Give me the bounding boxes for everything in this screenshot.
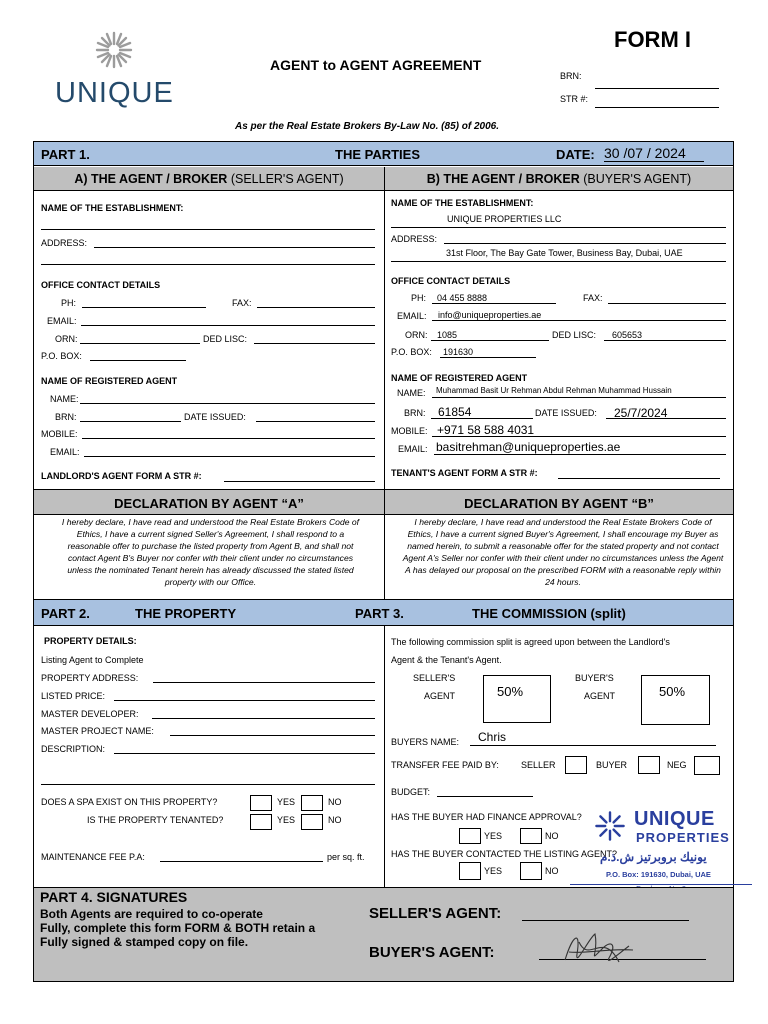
stamp-arabic: يونيك بروبرتيز ش.ذ.م [600,850,707,864]
maintenance-label: MAINTENANCE FEE P.A: [41,852,145,862]
b-date-issued-label: DATE ISSUED: [535,408,597,418]
tenanted-label: IS THE PROPERTY TENANTED? [87,815,224,825]
a-email-field[interactable] [81,325,375,326]
a-mobile-field[interactable] [82,438,375,439]
a-registered-agent-label: NAME OF REGISTERED AGENT [41,376,178,386]
b-agent-email-label: EMAIL: [398,444,428,454]
stamp-sunburst-icon [594,810,626,842]
seller-signature-field[interactable] [522,920,689,921]
spa-label: DOES A SPA EXIST ON THIS PROPERTY? [41,797,218,807]
a-email-label: EMAIL: [47,316,77,326]
a-pobox-label: P.O. BOX: [41,351,82,361]
a-fax-field[interactable] [257,307,375,308]
buyers-name-value: Chris [478,730,507,744]
a-pobox-field[interactable] [90,360,186,361]
maintenance-field[interactable] [160,861,323,862]
b-ph-value: 04 455 8888 [437,293,488,303]
listed-price-field[interactable] [114,700,375,701]
buyer-agent-label-2: AGENT [584,691,616,701]
form-label: FORM I [614,27,691,52]
contacted-yes-checkbox[interactable] [459,862,481,880]
a-form-str-field[interactable] [224,481,375,482]
b-name-field[interactable] [432,397,726,398]
a-ded-label: DED LISC: [203,334,248,344]
transfer-seller-checkbox[interactable] [565,756,587,774]
a-address-label: ADDRESS: [41,238,88,248]
declaration-a-band [34,489,384,515]
str-label: STR #: [560,94,589,104]
transfer-buyer-label: BUYER [596,760,628,770]
a-agent-email-field[interactable] [84,456,375,457]
description-field-2[interactable] [41,784,375,785]
a-mobile-label: MOBILE: [41,429,78,439]
property-details-label: PROPERTY DETAILS: [44,636,137,646]
b-mobile-value: +971 58 588 4031 [437,423,535,437]
a-fax-label: FAX: [232,298,252,308]
maintenance-unit: per sq. ft. [327,852,365,862]
a-form-str-label: LANDLORD'S AGENT FORM A STR #: [41,471,202,481]
logo-text: UNIQUE [55,77,174,109]
b-brn-label: BRN: [404,408,426,418]
transfer-fee-label: TRANSFER FEE PAID BY: [391,760,499,770]
buyer-agent-label-1: BUYER'S [575,673,614,683]
b-address-field-2[interactable] [391,261,726,262]
b-pobox-label: P.O. BOX: [391,347,432,357]
b-fax-field[interactable] [608,303,726,304]
page-subtitle: As per the Real Estate Brokers By-Law No. (85) of 2006. [235,121,499,132]
a-date-issued-field[interactable] [256,421,375,422]
b-orn-value: 1085 [437,330,458,340]
a-name-field[interactable] [80,403,375,404]
b-brn-value: 61854 [438,405,472,419]
a-agent-email-label: EMAIL: [50,447,80,457]
b-email-label: EMAIL: [397,311,427,321]
col-divider [384,167,385,599]
buyer-pct-box[interactable] [641,675,710,725]
logo [50,30,180,115]
property-address-field[interactable] [153,682,375,683]
str-field[interactable] [595,107,719,108]
property-address-label: PROPERTY ADDRESS: [41,673,139,683]
date-day: 30 [604,145,620,161]
a-name-label: NAME: [50,394,79,404]
col-b-subtitle: (BUYER'S AGENT) [583,172,692,186]
b-name-label: NAME: [397,388,426,398]
b-ph-label: PH: [411,293,427,303]
b-form-str-label: TENANT'S AGENT FORM A STR #: [391,468,538,478]
finance-no-checkbox[interactable] [520,828,542,844]
finance-label: HAS THE BUYER HAD FINANCE APPROVAL? [391,812,582,822]
b-fax-label: FAX: [583,293,603,303]
seller-signature-label: SELLER'S AGENT: [369,905,502,922]
buyer-pct-value: 50% [659,684,686,699]
contacted-yes-label: YES [484,866,503,876]
description-label: DESCRIPTION: [41,744,106,754]
declaration-b-text: I hereby declare, I have read and understood the Real Estate Brokers Code of Ethics, I have a current signed Buyer's Agreement, I shall encourage my Buyer as named herein, to submit a reasonable offer for the stated property and not contact Agent A's Seller nor confer with their client under no circumstances unless the Agent A has delayed our proposal on the prescribed FORM with a reasonable reply within 24 hours. [402,517,724,587]
b-form-str-field[interactable] [558,478,720,479]
seller-agent-label-1: SELLER'S [413,673,456,683]
b-establishment-field[interactable] [391,227,726,228]
a-orn-field[interactable] [80,343,200,344]
transfer-buyer-checkbox[interactable] [638,756,660,774]
seller-agent-label-2: AGENT [424,691,456,701]
b-date-issued-field[interactable] [606,418,726,419]
part4-title: PART 4. SIGNATURES [40,889,188,905]
transfer-neg-checkbox[interactable] [694,756,720,775]
spa-no-label: NO [328,797,342,807]
date-month: 07 [627,145,643,161]
part1-band [34,142,733,166]
a-ph-field[interactable] [82,307,206,308]
part4-text-1: Both Agents are required to co-operate [40,907,263,921]
b-establishment-value: UNIQUE PROPERTIES LLC [447,214,562,224]
buyers-name-field[interactable] [470,745,716,746]
b-pobox-field[interactable] [440,357,536,358]
finance-yes-checkbox[interactable] [459,828,481,844]
a-ded-field[interactable] [254,343,375,344]
b-brn-field[interactable] [431,418,533,419]
b-address-field[interactable] [444,243,726,244]
a-date-issued-label: DATE ISSUED: [184,412,246,422]
a-office-contact-label: OFFICE CONTACT DETAILS [41,280,161,290]
transfer-neg-label: NEG [667,760,687,770]
tenanted-no-checkbox[interactable] [301,814,323,830]
budget-field[interactable] [437,796,533,797]
buyers-name-label: BUYERS NAME: [391,737,460,747]
brn-field[interactable] [595,88,719,89]
a-establishment-label: NAME OF THE ESTABLISHMENT: [41,203,184,213]
part2-title: THE PROPERTY [135,606,237,621]
col-a-subtitle: (SELLER'S AGENT) [230,172,344,186]
spa-yes-checkbox[interactable] [250,795,272,811]
b-pobox-value: 191630 [443,347,474,357]
a-establishment-field[interactable] [41,229,375,230]
brn-label: BRN: [560,71,582,81]
part3-title: THE COMMISSION (split) [472,606,626,621]
b-name-value: Muhammad Basit Ur Rehman Abdul Rehman Muhammad Hussain [436,386,672,395]
listed-price-label: LISTED PRICE: [41,691,106,701]
stamp-name-2: PROPERTIES [636,830,730,845]
a-brn-field[interactable] [80,421,181,422]
finance-yes-label: YES [484,831,503,841]
company-stamp [592,808,732,896]
a-address-field-2[interactable] [41,264,375,265]
b-ded-value: 605653 [612,330,643,340]
declaration-b-title: DECLARATION BY AGENT “B” [464,496,654,511]
b-agent-email-value: basitrehman@uniqueproperties.ae [436,440,621,454]
seller-pct-box[interactable] [483,675,551,723]
col-a-title: A) THE AGENT / BROKER [74,172,228,186]
b-registered-agent-label: NAME OF REGISTERED AGENT [391,373,528,383]
declaration-b-band [385,489,733,515]
buyer-signature-scribble [559,924,639,972]
b-email-value: info@uniqueproperties.ae [438,310,542,320]
description-field[interactable] [114,753,375,754]
a-ph-label: PH: [61,298,77,308]
part23-divider [384,626,385,887]
logo-sunburst-icon [94,30,134,70]
part2-label: PART 2. [41,606,90,621]
b-ph-field[interactable] [432,303,556,304]
spa-yes-label: YES [277,797,296,807]
b-email-field[interactable] [432,320,726,321]
part4-text-2: Fully, complete this form FORM & BOTH retain a [40,921,316,935]
master-project-field[interactable] [170,735,375,736]
tenanted-yes-label: YES [277,815,296,825]
spa-no-checkbox[interactable] [301,795,323,811]
stamp-address: P.O. Box: 191630, Dubai, UAE [606,870,711,879]
a-brn-label: BRN: [55,412,77,422]
transfer-seller-label: SELLER [521,760,556,770]
a-address-field[interactable] [94,247,375,248]
b-orn-label: ORN: [405,330,428,340]
col-b-title: B) THE AGENT / BROKER [426,172,580,186]
tenanted-yes-checkbox[interactable] [250,814,272,830]
contacted-no-checkbox[interactable] [520,862,542,880]
finance-no-label: NO [545,831,559,841]
b-address-label: ADDRESS: [391,234,438,244]
master-developer-label: MASTER DEVELOPER: [41,709,139,719]
part1-title: THE PARTIES [335,147,420,162]
b-address-value: 31st Floor, The Bay Gate Tower, Business Bay, Dubai, UAE [446,248,683,258]
commission-intro-2: Agent & the Tenant's Agent. [391,655,502,665]
buyer-signature-label: BUYER'S AGENT: [369,944,495,961]
budget-label: BUDGET: [391,787,431,797]
declaration-a-title: DECLARATION BY AGENT “A” [114,496,304,511]
page-title: AGENT to AGENT AGREEMENT [270,57,482,73]
part3-label: PART 3. [355,606,404,621]
commission-intro-1: The following commission split is agreed upon between the Landlord's [391,637,670,647]
seller-pct-value: 50% [497,684,524,699]
master-developer-field[interactable] [152,718,375,719]
date-year: 2024 [654,145,686,161]
a-orn-label: ORN: [55,334,78,344]
listing-note: Listing Agent to Complete [41,655,144,665]
part4-text-3: Fully signed & stamped copy on file. [40,935,249,949]
part4-section [34,887,733,981]
declaration-a-text: I hereby declare, I have read and understood the Real Estate Brokers Code of Ethics, I have a current signed Seller's Agreement, I shall respond to a reasonable offer to purchase the listed property from Agent B, and shall not contact Agent B's Buyer nor confer with their client under no circumstances unless the nominated Tenant herein has already discussed the stated listed property with our Office. [61,517,360,587]
date-label: DATE: [556,147,595,162]
b-mobile-field[interactable] [432,436,726,437]
b-date-issued-value: 25/7/2024 [614,406,668,420]
b-agent-email-field[interactable] [434,454,726,455]
master-project-label: MASTER PROJECT NAME: [41,726,154,736]
b-orn-field[interactable] [431,340,549,341]
tenanted-no-label: NO [328,815,342,825]
stamp-name-1: UNIQUE [634,808,715,830]
b-office-contact-label: OFFICE CONTACT DETAILS [391,276,511,286]
b-mobile-label: MOBILE: [391,426,428,436]
date-value[interactable]: 30 /07 / 2024 [604,145,704,162]
contacted-label: HAS THE BUYER CONTACTED THE LISTING AGENT? [391,849,618,859]
part1-label: PART 1. [41,147,90,162]
b-ded-label: DED LISC: [552,330,597,340]
col-a-header [34,167,384,191]
b-ded-field[interactable] [604,340,726,341]
b-establishment-label: NAME OF THE ESTABLISHMENT: [391,198,534,208]
contacted-no-label: NO [545,866,559,876]
col-b-header [385,167,733,191]
part2-band [34,599,733,626]
